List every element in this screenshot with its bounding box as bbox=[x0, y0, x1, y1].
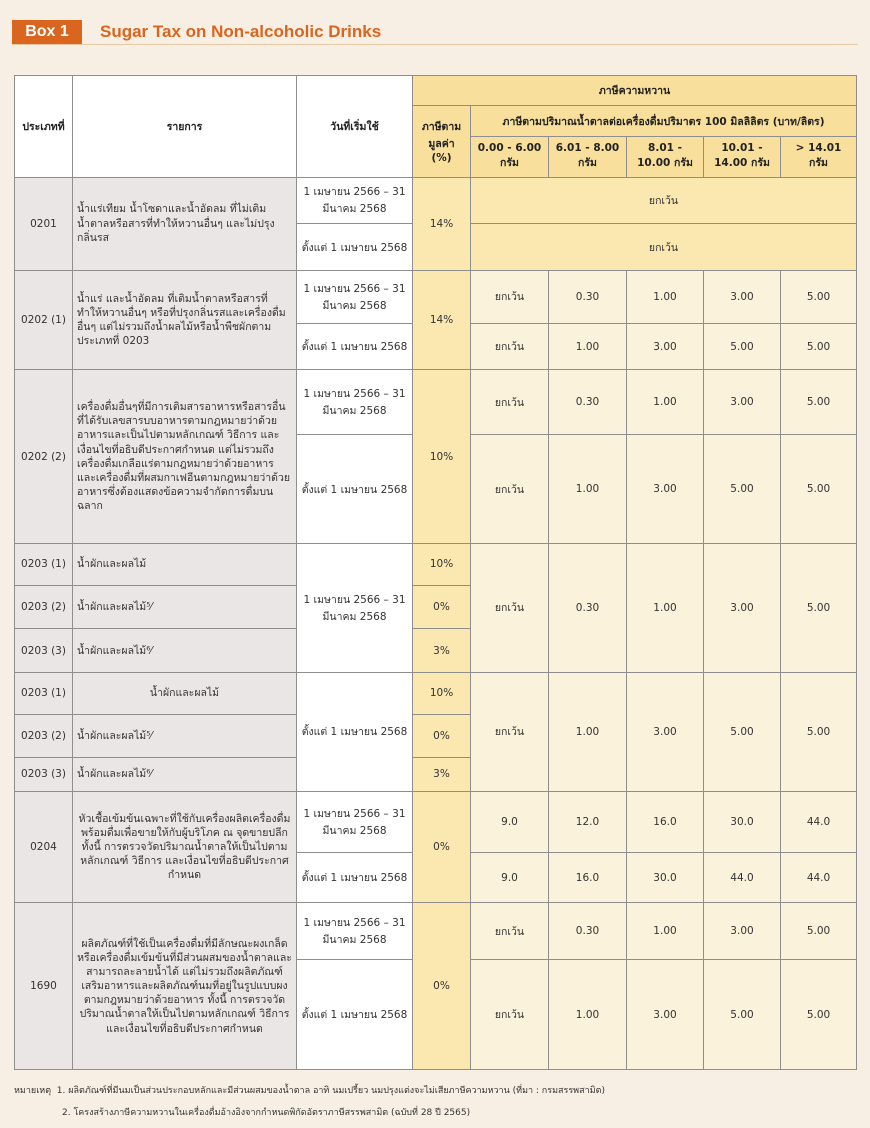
row-code: 0203 (1) bbox=[15, 544, 73, 586]
start-date: 1 เมษายน 2566 – 31 มีนาคม 2568 bbox=[297, 903, 413, 960]
value-tax-pct: 14% bbox=[413, 177, 471, 270]
row-code: 0203 (2) bbox=[15, 714, 73, 758]
tax-cell: 44.0 bbox=[781, 791, 857, 852]
value-tax-pct: 10% bbox=[413, 672, 471, 714]
box-label: Box 1 bbox=[12, 20, 82, 44]
value-tax-pct: 3% bbox=[413, 758, 471, 792]
header-type: ประเภทที่ bbox=[15, 76, 73, 178]
start-date: 1 เมษายน 2566 – 31 มีนาคม 2568 bbox=[297, 270, 413, 323]
tax-cell: 5.00 bbox=[781, 903, 857, 960]
start-date: 1 เมษายน 2566 – 31 มีนาคม 2568 bbox=[297, 370, 413, 435]
tax-cell: 3.00 bbox=[627, 323, 704, 370]
tax-cell: 5.00 bbox=[704, 323, 781, 370]
start-date: ตั้งแต่ 1 เมษายน 2568 bbox=[297, 960, 413, 1070]
tax-cell: 1.00 bbox=[549, 672, 627, 791]
row-code: 0202 (2) bbox=[15, 370, 73, 544]
value-tax-pct: 3% bbox=[413, 629, 471, 673]
row-description: น้ำผักและผลไม้ bbox=[73, 544, 297, 586]
tax-cell: 0.30 bbox=[549, 903, 627, 960]
start-date: 1 เมษายน 2566 – 31 มีนาคม 2568 bbox=[297, 177, 413, 224]
note-2: 2. โครงสร้างภาษีความหวานในเครื่องดื่มอ้างอิงจากกำหนดพิกัดอัตราภาษีสรรพสามิต (ฉบับที่ 28 ปี 2565) bbox=[62, 1108, 471, 1118]
tax-cell: 16.0 bbox=[627, 791, 704, 852]
band-over-14: > 14.01 กรัม bbox=[781, 136, 857, 177]
row-description: น้ำผักและผลไม้⁶⁄ bbox=[73, 629, 297, 673]
header-value-tax: ภาษีตามมูลค่า (%) bbox=[413, 106, 471, 177]
tax-cell: 3.00 bbox=[704, 270, 781, 323]
tax-cell: 1.00 bbox=[627, 544, 704, 673]
tax-cell: 1.00 bbox=[627, 370, 704, 435]
value-tax-pct: 14% bbox=[413, 270, 471, 369]
tax-cell: 0.30 bbox=[549, 544, 627, 673]
row-description: ผลิตภัณฑ์ที่ใช้เป็นเครื่องดื่มที่มีลักษณะผงเกล็ด หรือเครื่องดื่มเข้มข้นที่มีส่วนผสมของน้ำตาลและสามารถละลายน้ำได้ แต่ไม่รวมถึงผลิตภัณฑ์เสริมอาหารและผลิตภัณฑ์นมที่อยู่ในรูปแบบผงตามกฎหมายว่าด้วยอาหาร ทั้งนี้ การตรวจวัดปริมาณน้ำตาลให้เป็นไปตามหลักเกณฑ์ วิธีการ และเงื่อนไขที่อธิบดีประกาศกำหนด bbox=[73, 903, 297, 1070]
band-0-6: 0.00 - 6.00 กรัม bbox=[471, 136, 549, 177]
row-code: 0203 (1) bbox=[15, 672, 73, 714]
tax-cell: 0.30 bbox=[549, 270, 627, 323]
notes-label: หมายเหตุ bbox=[14, 1086, 52, 1096]
tax-cell: 5.00 bbox=[781, 270, 857, 323]
header-start-date: วันที่เริ่มใช้ bbox=[297, 76, 413, 178]
tax-cell: 3.00 bbox=[627, 435, 704, 544]
tax-cell: 0.30 bbox=[549, 370, 627, 435]
tax-cell: 3.00 bbox=[704, 370, 781, 435]
row-code: 0204 bbox=[15, 791, 73, 903]
tax-cell: 5.00 bbox=[704, 435, 781, 544]
row-code: 0202 (1) bbox=[15, 270, 73, 369]
row-description: น้ำผักและผลไม้⁵⁄ bbox=[73, 585, 297, 629]
tax-cell: 3.00 bbox=[704, 544, 781, 673]
start-date: 1 เมษายน 2566 – 31 มีนาคม 2568 bbox=[297, 544, 413, 673]
tax-cell: 1.00 bbox=[549, 960, 627, 1070]
start-date: ตั้งแต่ 1 เมษายน 2568 bbox=[297, 672, 413, 791]
tax-cell: 5.00 bbox=[781, 370, 857, 435]
tax-cell: 9.0 bbox=[471, 852, 549, 903]
tax-cell: 1.00 bbox=[627, 270, 704, 323]
start-date: 1 เมษายน 2566 – 31 มีนาคม 2568 bbox=[297, 791, 413, 852]
tax-cell: ยกเว้น bbox=[471, 960, 549, 1070]
qty-tax-exempt: ยกเว้น bbox=[471, 224, 857, 271]
tax-cell: ยกเว้น bbox=[471, 370, 549, 435]
value-tax-pct: 0% bbox=[413, 585, 471, 629]
tax-cell: 44.0 bbox=[704, 852, 781, 903]
sugar-tax-table bbox=[14, 75, 857, 1070]
header-qty-tax: ภาษีตามปริมาณน้ำตาลต่อเครื่องดื่มปริมาตร 100 มิลลิลิตร (บาท/ลิตร) bbox=[471, 106, 857, 136]
footnotes bbox=[14, 1080, 605, 1124]
tax-cell: ยกเว้น bbox=[471, 270, 549, 323]
start-date: ตั้งแต่ 1 เมษายน 2568 bbox=[297, 224, 413, 271]
tax-cell: 5.00 bbox=[781, 323, 857, 370]
start-date: ตั้งแต่ 1 เมษายน 2568 bbox=[297, 852, 413, 903]
header-sweet-tax: ภาษีความหวาน bbox=[413, 76, 857, 106]
value-tax-pct: 0% bbox=[413, 714, 471, 758]
row-description: น้ำแร่ และน้ำอัดลม ที่เติมน้ำตาลหรือสารที่ทำให้หวานอื่นๆ หรือที่ปรุงกลิ่นรสและเครื่องดื่มอื่นๆ แต่ไม่รวมถึงน้ำผลไม้หรือน้ำพืชผักตามประเภทที่ 0203 bbox=[73, 270, 297, 369]
tax-cell: 1.00 bbox=[549, 435, 627, 544]
qty-tax-exempt: ยกเว้น bbox=[471, 177, 857, 224]
tax-cell: 30.0 bbox=[704, 791, 781, 852]
tax-cell: 5.00 bbox=[704, 960, 781, 1070]
row-description: น้ำผักและผลไม้ bbox=[73, 672, 297, 714]
tax-cell: 5.00 bbox=[781, 672, 857, 791]
box-title: Sugar Tax on Non-alcoholic Drinks bbox=[100, 22, 382, 41]
row-code: 0203 (2) bbox=[15, 585, 73, 629]
tax-cell: 3.00 bbox=[704, 903, 781, 960]
value-tax-pct: 0% bbox=[413, 903, 471, 1070]
tax-cell: 5.00 bbox=[781, 435, 857, 544]
row-code: 0203 (3) bbox=[15, 758, 73, 792]
value-tax-pct: 0% bbox=[413, 791, 471, 903]
tax-cell: ยกเว้น bbox=[471, 435, 549, 544]
tax-cell: 44.0 bbox=[781, 852, 857, 903]
tax-cell: 3.00 bbox=[627, 672, 704, 791]
row-code: 0201 bbox=[15, 177, 73, 270]
row-code: 0203 (3) bbox=[15, 629, 73, 673]
tax-cell: 5.00 bbox=[704, 672, 781, 791]
header-items: รายการ bbox=[73, 76, 297, 178]
band-8-10: 8.01 - 10.00 กรัม bbox=[627, 136, 704, 177]
tax-cell: 5.00 bbox=[781, 960, 857, 1070]
row-description: หัวเชื้อเข้มข้นเฉพาะที่ใช้กับเครื่องผลิตเครื่องดื่มพร้อมดื่มเพื่อขายให้กับผู้บริโภค ณ จุดขายปลีก ทั้งนี้ การตรวจวัดปริมาณน้ำตาลให้เป็นไปตามหลักเกณฑ์ วิธีการ และเงื่อนไขที่อธิบดีประกาศกำหนด bbox=[73, 791, 297, 903]
tax-cell: ยกเว้น bbox=[471, 672, 549, 791]
tax-cell: 30.0 bbox=[627, 852, 704, 903]
tax-cell: 16.0 bbox=[549, 852, 627, 903]
row-description: น้ำผักและผลไม้⁵⁄ bbox=[73, 714, 297, 758]
tax-cell: 9.0 bbox=[471, 791, 549, 852]
tax-cell: 1.00 bbox=[627, 903, 704, 960]
tax-cell: 12.0 bbox=[549, 791, 627, 852]
tax-cell: 3.00 bbox=[627, 960, 704, 1070]
row-description: เครื่องดื่มอื่นๆที่มีการเติมสารอาหารหรือสารอื่นที่ได้รับเลขสารบบอาหารตามกฎหมายว่าด้วยอาหารและเป็นไปตามหลักเกณฑ์ วิธีการ และเงื่อนไขที่อธิบดีประกาศกำหนด แต่ไม่รวมถึงเครื่องดื่มเกลือแร่ตามกฎหมายว่าด้วยอาหาร และเครื่องดื่มที่ผสมกาเฟอีนตามกฎหมายว่าด้วยอาหารซึ่งต้องแสดงข้อความจำกัดการดื่มบนฉลาก bbox=[73, 370, 297, 544]
band-6-8: 6.01 - 8.00 กรัม bbox=[549, 136, 627, 177]
value-tax-pct: 10% bbox=[413, 544, 471, 586]
tax-cell: 1.00 bbox=[549, 323, 627, 370]
tax-cell: 5.00 bbox=[781, 544, 857, 673]
band-10-14: 10.01 - 14.00 กรัม bbox=[704, 136, 781, 177]
note-1: 1. ผลิตภัณฑ์ที่มีนมเป็นส่วนประกอบหลักและมีส่วนผสมของน้ำตาล อาทิ นมเปรี้ยว นมปรุงแต่งจะไม่เสียภาษีความหวาน (ที่มา : กรมสรรพสามิต) bbox=[56, 1086, 605, 1096]
value-tax-pct: 10% bbox=[413, 370, 471, 544]
title-divider bbox=[12, 44, 858, 45]
row-description: น้ำผักและผลไม้⁶⁄ bbox=[73, 758, 297, 792]
row-code: 1690 bbox=[15, 903, 73, 1070]
start-date: ตั้งแต่ 1 เมษายน 2568 bbox=[297, 323, 413, 370]
tax-cell: ยกเว้น bbox=[471, 544, 549, 673]
tax-cell: ยกเว้น bbox=[471, 903, 549, 960]
start-date: ตั้งแต่ 1 เมษายน 2568 bbox=[297, 435, 413, 544]
row-description: น้ำแร่เทียม น้ำโซดาและน้ำอัดลม ที่ไม่เติมน้ำตาลหรือสารที่ทำให้หวานอื่นๆ และไม่ปรุงกลิ่นรส bbox=[73, 177, 297, 270]
tax-cell: ยกเว้น bbox=[471, 323, 549, 370]
